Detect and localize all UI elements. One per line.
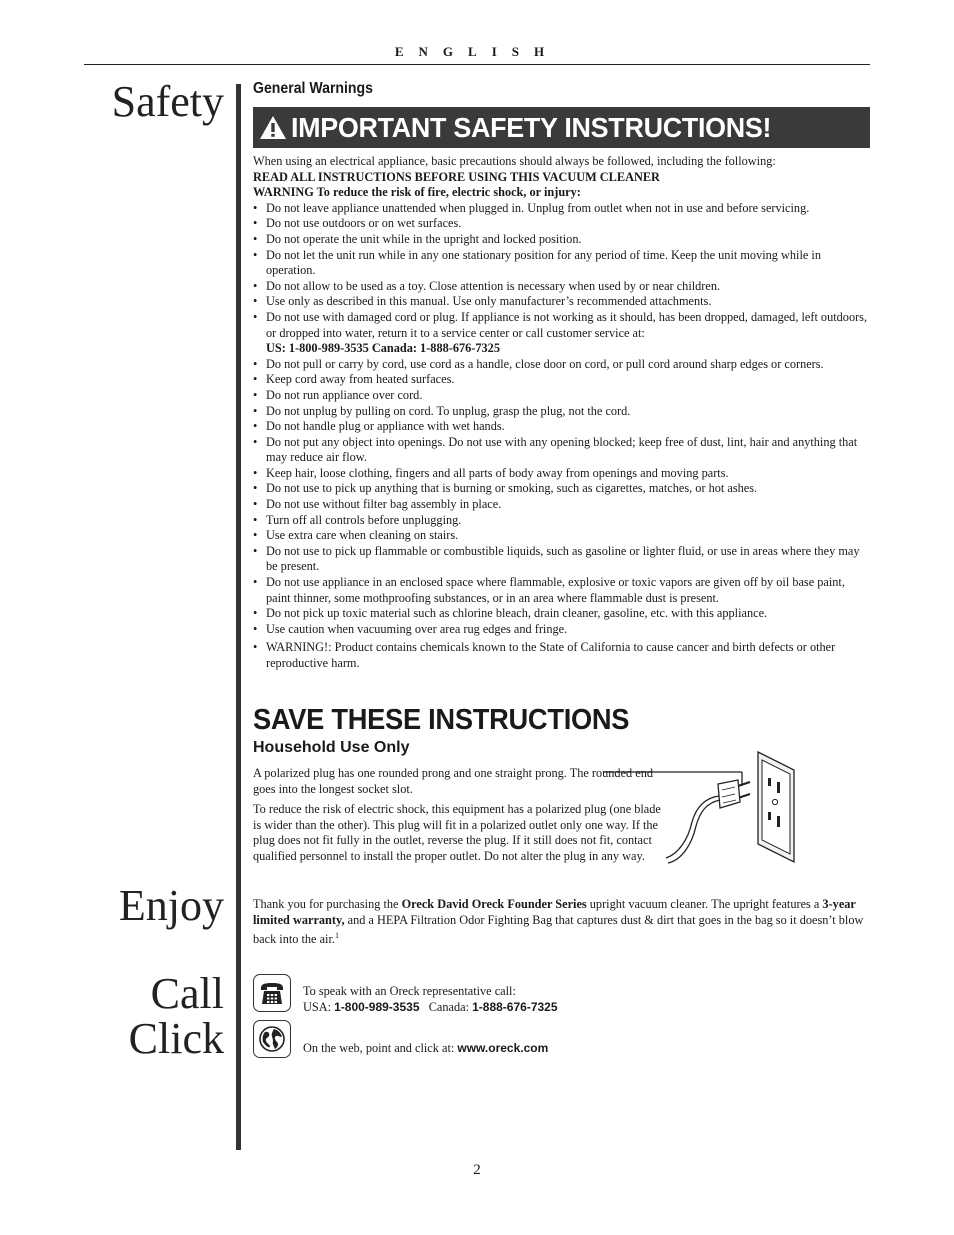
web-info <box>303 1041 548 1057</box>
list-item: • Keep hair, loose clothing, fingers and all parts of body away from openings and moving parts. <box>253 466 870 482</box>
list-item: • Do not allow to be used as a toy. Close attention is necessary when used by or near children. <box>253 279 870 295</box>
service-phone-numbers: US: 1-800-989-3535 Canada: 1-888-676-7325 <box>266 341 500 356</box>
list-item: • Keep cord away from heated surfaces. <box>253 372 870 388</box>
telephone-icon <box>253 974 291 1012</box>
web-line: On the web, point and click at: <box>303 1041 458 1055</box>
side-title-safety: Safety <box>111 77 224 126</box>
list-item: • Do not use to pick up anything that is burning or smoking, such as cigarettes, matches, or hot ashes. <box>253 481 870 497</box>
section-divider-bar <box>236 84 241 1150</box>
polarized-plug-outlet-illustration <box>600 750 800 865</box>
enjoy-text-pre: Thank you for purchasing the <box>253 897 402 911</box>
canada-label: Canada: <box>428 999 473 1014</box>
product-name: Oreck David Oreck Founder Series <box>401 897 587 911</box>
usa-label: USA: <box>303 999 335 1014</box>
footnote-marker: 1 <box>334 931 339 941</box>
household-use-subtitle: Household Use Only <box>253 739 410 756</box>
save-instructions-title: SAVE THESE INSTRUCTIONS <box>253 704 630 736</box>
list-item: • Use caution when vacuuming over area rug edges and fringe. <box>253 622 870 638</box>
call-line: To speak with an Oreck representative call: <box>303 984 516 998</box>
list-item-with-phone <box>253 310 870 357</box>
website-link[interactable]: www.oreck.com <box>457 1041 549 1055</box>
polarized-plug-para-1: A polarized plug has one rounded prong and one straight prong. The rounded end goes into the longest socket slot. <box>253 766 654 796</box>
list-item: • Do not use without filter bag assembly in place. <box>253 497 870 513</box>
list-item: • Do not let the unit run while in any one stationary position for any period of time. Keep the unit moving while in operation. <box>253 248 870 279</box>
list-item-text: Do not use with damaged cord or plug. If appliance is not working as it should, has been dropped, damaged, left outdoors, or dropped into water, return it to a service center or call customer service at: <box>266 309 868 340</box>
list-item: • Do not operate the unit while in the upright and locked position. <box>253 232 870 248</box>
warning-lead: WARNING To reduce the risk of fire, electric shock, or injury: <box>253 185 581 200</box>
list-item: • Do not pick up toxic material such as chlorine bleach, drain cleaner, gasoline, etc. with this appliance. <box>253 606 870 622</box>
enjoy-text-mid: upright vacuum cleaner. The upright features a <box>586 897 823 911</box>
list-item: • Do not use to pick up flammable or combustible liquids, such as gasoline or lighter fluid, or use in areas where they may be present. <box>253 544 870 575</box>
list-item: • Use only as described in this manual. Use only manufacturer’s recommended attachments. <box>253 294 870 310</box>
warning-triangle-icon <box>259 115 287 140</box>
usa-phone: 1-800-989-3535 <box>334 999 420 1014</box>
side-title-enjoy: Enjoy <box>118 881 224 930</box>
read-all-instructions: READ ALL INSTRUCTIONS BEFORE USING THIS VACUUM CLEANER <box>253 169 660 184</box>
list-item: • Do not handle plug or appliance with wet hands. <box>253 419 870 435</box>
side-title-click: Click <box>128 1014 224 1063</box>
call-numbers <box>303 1000 558 1016</box>
general-warnings-heading: General Warnings <box>253 80 373 97</box>
list-item: • Do not unplug by pulling on cord. To unplug, grasp the plug, not the cord. <box>253 404 870 420</box>
list-item: • Use extra care when cleaning on stairs. <box>253 528 870 544</box>
list-item: • Do not run appliance over cord. <box>253 388 870 404</box>
safety-instructions <box>253 154 870 672</box>
call-info <box>303 984 558 1015</box>
canada-phone: 1-888-676-7325 <box>472 999 558 1014</box>
warranty-text: 3-year limited warranty, <box>253 897 856 927</box>
language-label: ENGLISH <box>394 44 560 59</box>
list-item: • Turn off all controls before unplugging. <box>253 513 870 529</box>
page-number: 2 <box>473 1162 481 1178</box>
globe-icon <box>253 1020 291 1058</box>
important-safety-banner <box>253 107 870 148</box>
intro-text: When using an electrical appliance, basic precautions should always be followed, including the following: <box>253 154 776 168</box>
list-item: • Do not leave appliance unattended when plugged in. Unplug from outlet when not in use and before servicing. <box>253 201 870 217</box>
polarized-plug-para-2: To reduce the risk of electric shock, this equipment has a polarized plug (one blade is wider than the other). This plug will fit in a polarized outlet only one way. If the plug does not fit fully in the outlet, reverse the plug. If it still does not fit, contact qualified personnel to install the proper outlet. Do not alter the plug in any way. <box>253 802 661 863</box>
warnings-list <box>253 201 870 672</box>
list-item: • Do not use outdoors or on wet surfaces. <box>253 216 870 232</box>
enjoy-text-post: and a HEPA Filtration Odor Fighting Bag that captures dust & dirt that goes in the bag so it doesn’t blow back into the air. <box>253 912 864 947</box>
header-rule <box>84 64 870 65</box>
side-title-call: Call <box>150 969 224 1018</box>
list-item: • WARNING!: Product contains chemicals known to the State of California to cause cancer and birth defects or other reproductive harm. <box>253 640 870 671</box>
enjoy-paragraph <box>253 897 870 948</box>
banner-text: IMPORTANT SAFETY INSTRUCTIONS! <box>291 111 772 143</box>
list-item: • Do not pull or carry by cord, use cord as a handle, close door on cord, or pull cord around sharp edges or corners. <box>253 357 870 373</box>
list-item: • Do not put any object into openings. Do not use with any opening blocked; keep free of dust, lint, hair and anything that may reduce air flow. <box>253 435 870 466</box>
list-item: • Do not use appliance in an enclosed space where flammable, explosive or toxic vapors are given off by oil base paint, paint thinner, some mothproofing substances, or in an area where flammable dust is present. <box>253 575 870 606</box>
